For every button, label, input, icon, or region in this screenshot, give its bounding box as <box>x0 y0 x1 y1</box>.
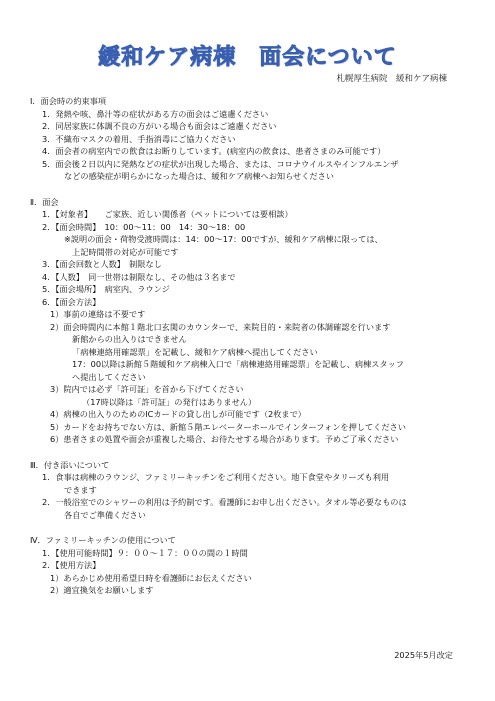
section-line: 1．【対象者】 ご家族、近しい関係者（ペットについては要相談） <box>42 209 293 219</box>
section-1 <box>30 95 480 183</box>
section-line: （17時以降は「許可証」の発行はありません） <box>82 396 257 407</box>
section-line: 2．同居家族に体調不良の方がいる場合も面会はご遠慮ください <box>42 121 277 131</box>
section-2 <box>30 196 480 446</box>
section-line: 3．不織布マスクの着用、手指消毒にご協力ください <box>42 133 236 144</box>
section-line: 「病棟連絡用確認票」を記載し、緩和ケア病棟へ提出してください <box>72 346 318 357</box>
section-line: 1．発熱や咳、鼻汁等の症状がある方の面会はご遠慮ください <box>42 108 269 119</box>
section-heading: Ⅰ．面会時の約束事項 <box>30 96 107 106</box>
section-spacer <box>30 183 480 196</box>
section-line: 5．面会後２日以内に発熱などの症状が出現した場合、または、コロナウイルスやインフルエンザ <box>42 158 399 169</box>
section-line: 5）カードをお持ちでない方は、新館５階エレベーターホールでインターフォンを押してください <box>50 421 406 432</box>
section-line: などの感染症が明らかになった場合は、緩和ケア病棟へお知らせください <box>64 171 334 181</box>
section-line: 6）患者さまの処置や面会が重複した場合、お待たせする場合があります。予めご了承ください <box>50 434 399 444</box>
section-3 <box>30 459 480 522</box>
section-line: ※説明の面会・荷物受渡時間は：14：00～17：00ですが、緩和ケア病棟に限っては、 <box>64 234 383 244</box>
section-line: 5．【面会場所】 病室内、ラウンジ <box>42 284 170 294</box>
section-line: 4．面会者の病室内での飲食はお断りしています。(病室内の飲食は、患者さまのみ可能です） <box>42 146 386 156</box>
section-heading: Ⅲ．付き添いについて <box>30 459 110 470</box>
revision-date: 2025年5月改定 <box>394 650 453 660</box>
section-heading: Ⅱ．面会 <box>30 196 59 207</box>
section-line: 4）病棟の出入りのためのICカードの貸し出しが可能です（2枚まで） <box>50 409 306 419</box>
section-line: 1）あらかじめ使用希望日時を看護師にお伝えください <box>50 572 252 583</box>
section-spacer <box>30 446 480 459</box>
section-line: 3．【面会回数と人数】 制限なし <box>42 259 162 269</box>
section-line: 6．【面会方法】 <box>42 296 101 307</box>
section-line: 3）院内では必ず「許可証」を首から下げてください <box>50 384 244 394</box>
section-line: 新館からの出入りはできません <box>72 334 187 344</box>
section-line: 2．【使用方法】 <box>42 560 101 570</box>
section-4 <box>30 534 480 597</box>
section-line: 1．【使用可能時間】９：００～１７：００の間の１時間 <box>42 547 248 558</box>
section-line: 2）面会時間内に本館１階北口玄関のカウンターで、来院目的・来院者の体調確認を行います <box>50 321 391 332</box>
section-line: へ提出してください <box>72 371 146 382</box>
section-heading: Ⅳ．ファミリーキッチンの使用について <box>30 535 176 545</box>
page-title: 緩和ケア病棟 面会について <box>98 45 397 70</box>
section-line: 1）事前の連絡は不要です <box>50 309 146 319</box>
document-body <box>30 95 480 597</box>
section-line: 2．【面会時間】 10：00～11：00 14：30～18：00 <box>42 221 246 232</box>
section-line: 17：00以降は新館５階緩和ケア病棟入口で「病棟連絡用確認票」を記載し、病棟スタッフ <box>72 359 404 369</box>
section-line: できます <box>64 484 97 495</box>
section-line: 1．食事は病棟のラウンジ、ファミリーキッチンをご利用ください。地下食堂やタリーズも利用 <box>42 472 390 482</box>
section-line: 2）適宜換気をお願いします <box>50 585 154 595</box>
section-spacer <box>30 521 480 534</box>
section-line: 4．【人数】 同一世帯は制限なし、その他は３名まで <box>42 271 236 282</box>
hospital-ward-name: 札幌厚生病院 緩和ケア病棟 <box>336 74 447 84</box>
section-line: 各自でご準備ください <box>64 509 146 520</box>
section-line: 2．一般浴室でのシャワーの利用は予約制です。看護師にお申し出ください。タオル等必要なものは <box>42 497 407 507</box>
section-line: 上記時間帯の対応が可能です <box>72 246 179 257</box>
